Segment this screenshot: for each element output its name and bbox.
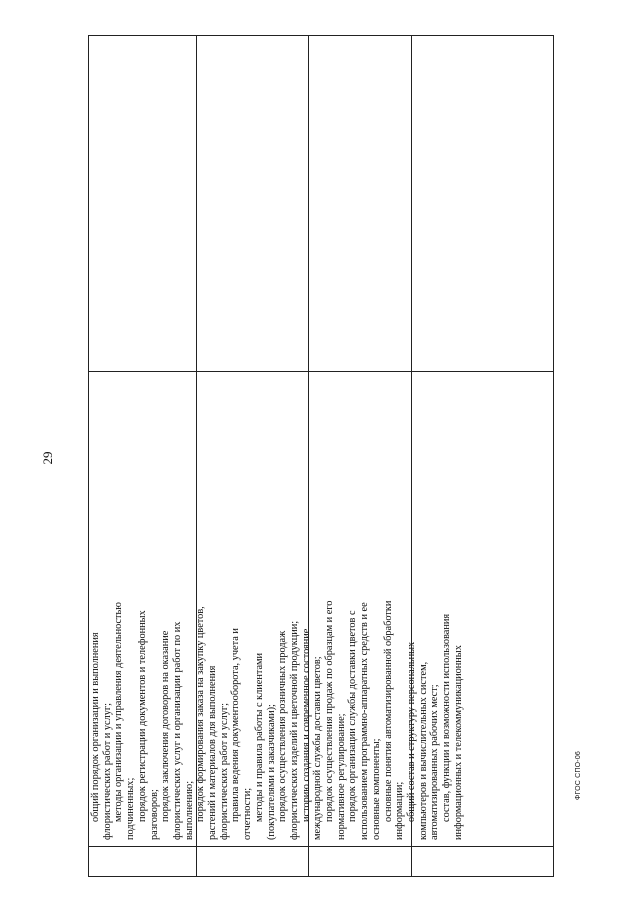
content-line: растений и материалов для выполнения bbox=[207, 665, 219, 840]
content-line: информационных и телекоммуникационных bbox=[452, 645, 464, 840]
content-line: состав, функции и возможности использования bbox=[441, 613, 453, 822]
table-cell-empty bbox=[309, 36, 410, 371]
content-line: международной службы доставки цветов; bbox=[312, 656, 324, 840]
content-line: общий состав и структуру персональных bbox=[405, 641, 417, 822]
table-row-empty bbox=[412, 36, 553, 876]
content-line: порядок осуществления продаж по образцам и его bbox=[324, 600, 336, 822]
content-line: правила ведения документооборота, учета и bbox=[230, 628, 242, 822]
table-cell-empty bbox=[309, 371, 410, 846]
curriculum-table bbox=[88, 35, 554, 877]
table-cell-empty bbox=[89, 36, 196, 371]
table-cell-empty bbox=[197, 36, 308, 371]
content-line: автоматизированных рабочих мест; bbox=[429, 684, 441, 840]
content-line: информации; bbox=[394, 781, 406, 840]
table-row-empty bbox=[309, 36, 411, 876]
table-cell-index bbox=[89, 846, 196, 876]
page-number: 29 bbox=[40, 451, 55, 465]
content-line: основные компоненты; bbox=[370, 738, 382, 840]
content-line: разговоров; bbox=[148, 789, 160, 840]
content-line: историю создания и современное состояние bbox=[300, 628, 312, 822]
table-cell-index bbox=[412, 846, 553, 876]
table-cell-knowledge-list bbox=[89, 371, 464, 846]
content-line: использованием программно-аппаратных средств и ее bbox=[359, 602, 371, 840]
content-line: флористических работ и услуг; bbox=[101, 703, 113, 840]
content-line: подчиненных; bbox=[125, 777, 137, 840]
content-line: порядок заключения договоров на оказание bbox=[160, 630, 172, 822]
footer-document-code: ФГОС СПО-06 bbox=[575, 750, 582, 800]
content-line: флористических работ и услуг; bbox=[218, 703, 230, 840]
content-line: флористических услуг и организации работ по их bbox=[171, 621, 183, 840]
content-line: (покупателями и заказчиками); bbox=[265, 704, 277, 840]
content-line: методы и правила работы с клиентами bbox=[253, 652, 265, 822]
content-line: флористических изделий и цветочной продукции; bbox=[288, 620, 300, 840]
table-row-empty bbox=[197, 36, 309, 876]
table-cell-empty bbox=[412, 371, 553, 846]
content-line: основные понятия автоматизированной обработки bbox=[382, 600, 394, 822]
table-cell-index bbox=[309, 846, 410, 876]
content-line: компьютеров и вычислительных систем, bbox=[417, 661, 429, 840]
table-row-content bbox=[89, 36, 464, 876]
content-line: нормативное регулирование; bbox=[335, 713, 347, 840]
content-line: порядок формирования заказа на закупку цветов, bbox=[195, 606, 207, 822]
table-cell-empty bbox=[412, 36, 553, 371]
content-line: общий порядок организации и выполнения bbox=[90, 632, 101, 822]
content-line: порядок организации службы доставки цветов с bbox=[347, 610, 359, 822]
content-line: выполнению; bbox=[183, 780, 195, 840]
content-line: порядок регистрации документов и телефонных bbox=[136, 610, 148, 822]
table-cell-empty bbox=[197, 371, 308, 846]
content-line: методы организации и управления деятельностью bbox=[113, 602, 125, 822]
content-line: отчетности; bbox=[242, 787, 254, 840]
content-line: порядок осуществления розничных продаж bbox=[277, 630, 289, 822]
table-cell-index bbox=[197, 846, 308, 876]
